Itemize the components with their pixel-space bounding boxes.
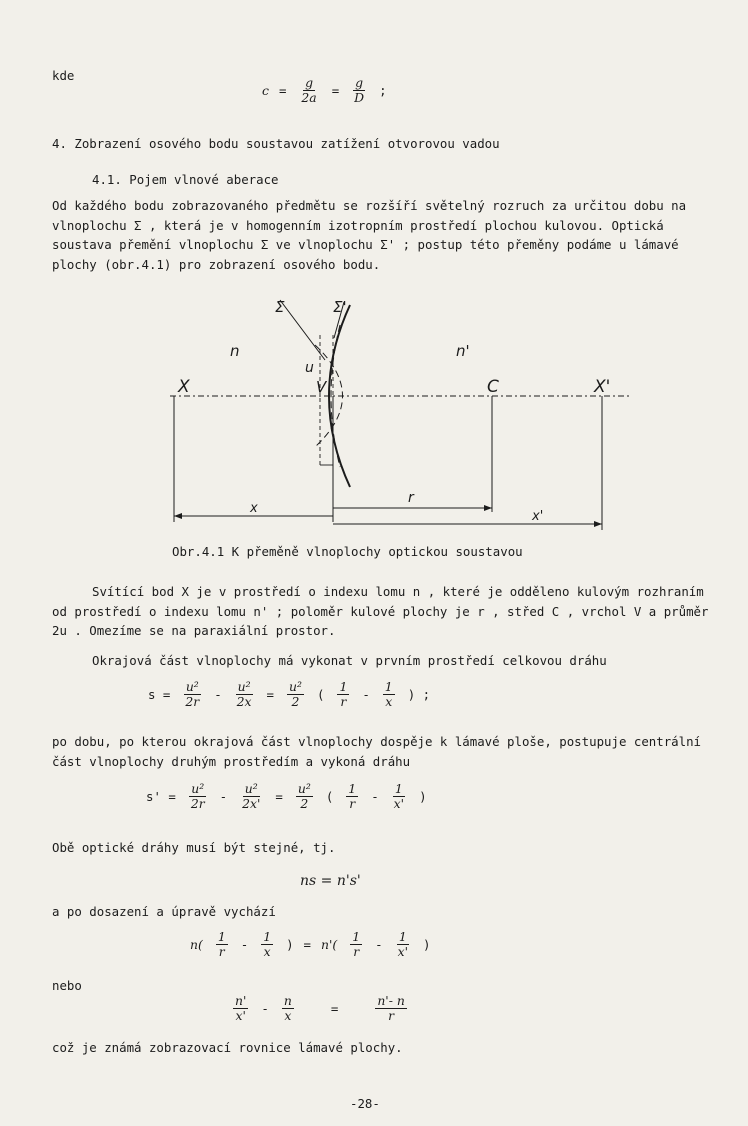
page-number: -28- (350, 1096, 380, 1111)
eq-n-f2-den: x (263, 944, 271, 959)
paragraph-4: po dobu, po kterou okrajová část vlnoplochy dospěje k lámavé ploše, postupuje centrální část vlnoplochy druhým prostředím a vykoná dráhu (52, 734, 702, 769)
label-x-prime: x' (532, 509, 544, 524)
eq-s2-frac-2 (392, 782, 406, 811)
eq-c-num-2: g (355, 75, 364, 90)
eq-n-frac-3 (350, 930, 362, 959)
equation-final (230, 994, 410, 1023)
x-prime-arrowhead (594, 521, 602, 527)
eq-s-frac-1 (337, 680, 349, 709)
sigma-pointer (280, 300, 325, 360)
paragraph-6: a po dosazení a úpravě vychází (52, 904, 276, 919)
eq-s-t1-num: u² (185, 679, 199, 694)
eq-n-f1-num: 1 (217, 929, 226, 944)
eq-final-f1-num: n' (235, 993, 247, 1008)
eq-final-f3-den: r (388, 1008, 395, 1023)
eq-s-minus-2: - (362, 687, 370, 702)
eq-s2-equals: = (275, 789, 283, 804)
r-arrowhead (484, 505, 492, 511)
eq-n-d: ) (423, 937, 431, 952)
equation-ns: ns = n's' (300, 873, 361, 889)
subsection-heading: 4.1. Pojem vlnové aberace (92, 172, 279, 187)
paragraph-5: Obě optické dráhy musí být stejné, tj. (52, 840, 336, 855)
eq-s2-f2-num: 1 (394, 781, 403, 796)
eq-s2-lhs: s' = (146, 789, 176, 804)
eq-n-f3-num: 1 (352, 929, 361, 944)
eq-s-term-3 (287, 680, 304, 709)
eq-final-frac-1 (233, 994, 248, 1023)
eq-n-f4-num: 1 (398, 929, 407, 944)
eq-final-minus: - (261, 1001, 269, 1016)
label-C: C (487, 377, 499, 397)
eq-final-f3-num: n'- n (377, 993, 405, 1008)
eq-final-equals: = (330, 1001, 339, 1016)
label-sigma-prime: Σ' (333, 298, 347, 316)
eq-s-t2-num: u² (237, 679, 251, 694)
eq-s-f1-num: 1 (339, 679, 348, 694)
equation-s (148, 680, 430, 709)
eq-s2-f1-den: r (349, 796, 356, 811)
label-X-prime: X' (594, 377, 611, 397)
eq-c-semicolon: ; (379, 83, 387, 98)
label-r: r (408, 490, 414, 506)
eq-s-f2-den: x (385, 694, 393, 709)
eq-s-t2-den: 2x (236, 694, 252, 709)
figure-caption: Obr.4.1 K přeměně vlnoplochy optickou soustavou (172, 544, 523, 559)
eq-final-frac-3 (375, 994, 407, 1023)
eq-final-f1-den: x' (235, 1008, 246, 1023)
label-n: n (230, 342, 240, 360)
eq-n-minus: - (240, 937, 249, 952)
eq-s2-term-3 (296, 782, 313, 811)
eq-c-fraction-1 (299, 76, 318, 105)
eq-n-b: ) (286, 937, 294, 952)
eq-s-minus: - (214, 687, 222, 702)
eq-s2-frac-1 (346, 782, 358, 811)
eq-s-t1-den: 2r (185, 694, 200, 709)
eq-s-frac-2 (383, 680, 395, 709)
eq-n-frac-1 (216, 930, 228, 959)
section-heading: 4. Zobrazení osového bodu soustavou zatížení otvorovou vadou (52, 136, 500, 151)
eq-s2-t1-den: 2r (190, 796, 205, 811)
eq-s2-t3-den: 2 (300, 796, 309, 811)
eq-final-f2-num: n (283, 993, 292, 1008)
eq-s2-minus: - (219, 789, 228, 804)
figure-wavefront (150, 290, 640, 530)
eq-s2-t2-den: 2x' (242, 796, 261, 811)
eq-s-t3-num: u² (289, 679, 302, 694)
eq-c-den-2: D (354, 90, 365, 105)
label-u: u (305, 360, 314, 376)
eq-s2-minus-2: - (371, 789, 379, 804)
eq-s-t3-den: 2 (291, 694, 300, 709)
paragraph-7: což je známá zobrazovací rovnice lámavé plochy. (52, 1040, 403, 1055)
eq-n-frac-2 (261, 930, 273, 959)
paragraph-1: Od každého bodu zobrazovaného předmětu se rozšíří světelný rozruch za určitou dobu na vlnoplochu Σ , která je v homogenním izotropním prostředí plochou kulovou. Optická soustava přemění vlnoplochu Σ ve vlnoplochu Σ' ; postup této přeměny podáme u lámavé plochy (obr.4.1) pro zobrazení osového bodu. (52, 198, 687, 272)
label-n-prime: n' (456, 342, 470, 360)
eq-n-f4-den: x' (397, 944, 409, 959)
eq-c-lhs: c (262, 83, 269, 98)
eq-s2-open: ( (325, 789, 334, 804)
eq-n-minus-2: - (375, 937, 383, 952)
x-arrowhead (174, 513, 182, 519)
eq-c-num-1: g (305, 75, 314, 90)
eq-n-f3-den: r (353, 944, 360, 959)
equation-c (262, 76, 387, 105)
eq-final-f2-den: x (284, 1008, 292, 1023)
eq-c-fraction-2 (352, 76, 366, 105)
eq-c-den-1: 2a (301, 90, 317, 105)
eq-n-frac-4 (396, 930, 410, 959)
equation-n (190, 930, 430, 959)
kde-label: kde (52, 68, 75, 83)
eq-s2-f2-den: x' (393, 796, 405, 811)
label-sigma: Σ (275, 298, 285, 316)
eq-s2-t2-num: u² (244, 781, 258, 796)
eq-s-f1-den: r (340, 694, 347, 709)
eq-s2-term-2 (240, 782, 262, 811)
eq-s-lhs: s = (148, 687, 171, 702)
eq-s-term-1 (183, 680, 201, 709)
label-V: V (316, 378, 327, 396)
eq-c-equals-1: = (278, 83, 287, 98)
eq-s2-close: ) (419, 789, 427, 804)
eq-s-open: ( (316, 687, 325, 702)
eq-c-equals-2: = (331, 83, 340, 98)
label-x: x (250, 501, 258, 516)
eq-s2-f1-num: 1 (348, 781, 357, 796)
eq-s-f2-num: 1 (384, 679, 393, 694)
eq-s-term-2 (235, 680, 254, 709)
eq-n-c: n'( (321, 937, 338, 952)
eq-n-f2-num: 1 (263, 929, 272, 944)
nebo-label: nebo (52, 978, 82, 993)
label-X: X (178, 377, 190, 397)
eq-s2-t3-num: u² (297, 781, 311, 796)
equation-s-prime (146, 782, 427, 811)
eq-s-close: ) ; (407, 687, 431, 702)
eq-final-frac-2 (282, 994, 294, 1023)
eq-n-a: n( (190, 937, 203, 952)
eq-n-f1-den: r (218, 944, 225, 959)
eq-n-equals: = (303, 937, 312, 952)
paragraph-2: Svítící bod X je v prostředí o indexu lomu n , které je odděleno kulovým rozhraním od prostředí o indexu lomu n' ; poloměr kulové plochy je r , střed C , vrchol V a průměr 2u . Omezíme se na paraxiální prostor. (52, 584, 709, 638)
eq-s-equals: = (266, 687, 275, 702)
eq-s2-term-1 (189, 782, 207, 811)
eq-s2-t1-num: u² (191, 781, 205, 796)
paragraph-3: Okrajová část vlnoplochy má vykonat v prvním prostředí celkovou dráhu (92, 653, 607, 668)
